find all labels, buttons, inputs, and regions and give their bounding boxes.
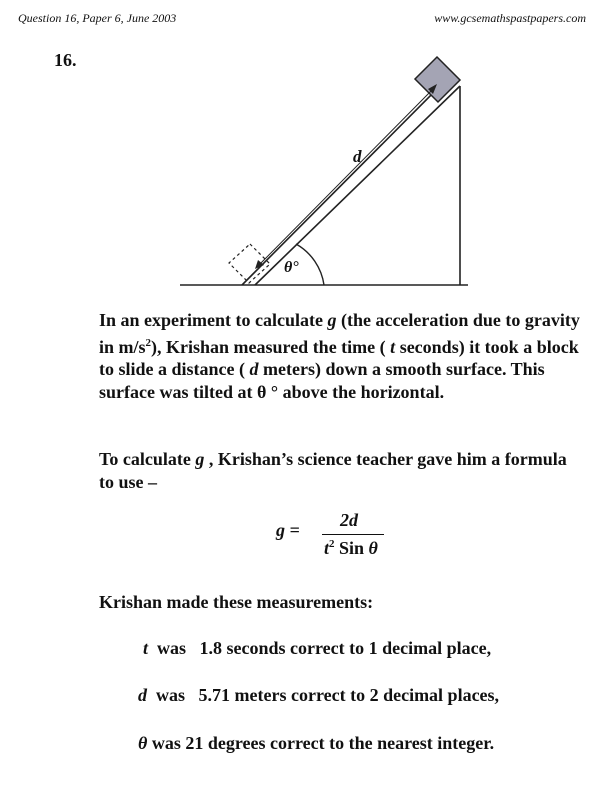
experiment-description: In an experiment to calculate g (the acceleration due to gravity in $m/s^2$), Krishan measured the time ( t seconds) it took a block to slide a distance ( d meters) down a smooth surface. This surface was tilted at θ ° above the horizontal. — [99, 310, 580, 402]
formula-denominator: $t^2$ Sin θ — [324, 538, 378, 558]
measurement-t: t was 1.8 seconds correct to 1 decimal place, — [143, 638, 492, 658]
var-g: g — [195, 449, 205, 469]
var-g: g — [327, 310, 337, 330]
block-top — [415, 57, 460, 102]
angle-arc — [296, 244, 324, 285]
measurements-intro: Krishan made these measurements: — [99, 592, 374, 612]
formula-numerator: 2d — [340, 510, 358, 530]
fraction-bar — [322, 534, 384, 535]
var-t: t — [390, 336, 396, 357]
distance-line — [258, 88, 434, 266]
question-number: 16. — [54, 50, 77, 70]
header-website: www.gcsemathspastpapers.com — [434, 11, 586, 25]
var-theta: θ — [256, 381, 267, 402]
measurement-d: d was 5.71 meters correct to 2 decimal places, — [138, 685, 500, 705]
incline-bottom-edge — [255, 86, 460, 285]
angle-label: θ° — [284, 259, 299, 276]
incline-diagram — [0, 0, 602, 300]
header-source: Question 16, Paper 6, June 2003 — [18, 11, 177, 25]
measurement-theta: θ was 21 degrees correct to the nearest integer. — [138, 733, 495, 753]
formula-lhs: g = — [276, 520, 300, 540]
incline-top-edge — [242, 78, 448, 285]
distance-label: d — [353, 147, 362, 166]
formula-intro: To calculate g , Krishan’s science teacher gave him a formula to use – — [99, 449, 567, 492]
var-d: d — [249, 359, 259, 379]
